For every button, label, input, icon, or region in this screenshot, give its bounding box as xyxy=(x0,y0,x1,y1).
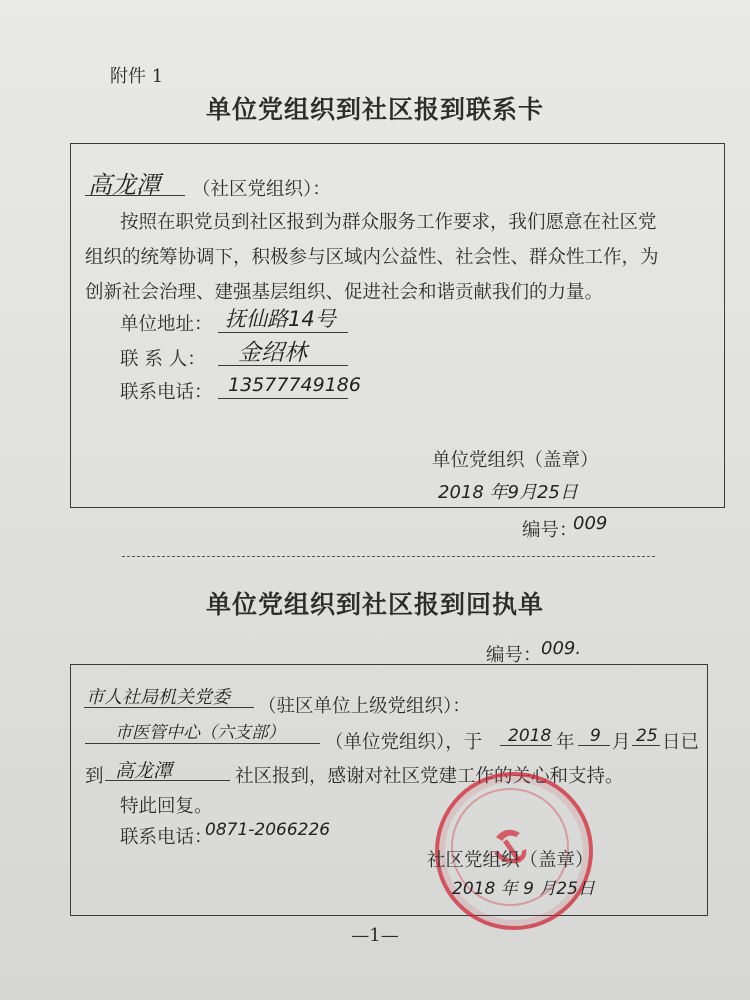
receipt-year-value: 2018 xyxy=(508,726,552,746)
receipt-addressee-name: 市人社局机关党委 xyxy=(86,687,230,708)
receipt-number-value: 009. xyxy=(541,638,582,659)
card-number-value: 009 xyxy=(573,513,608,534)
card-phone-underline xyxy=(218,398,348,399)
receipt-day-value: 25 xyxy=(636,726,658,746)
receipt-month-underline xyxy=(578,745,610,746)
receipt-addressee-suffix: （驻区单位上级党组织）： xyxy=(258,696,471,717)
card-paragraph-line2: 组织的统筹协调下，积极参与区域内公益性、社会性、群众性工作，为 xyxy=(85,247,659,268)
receipt-seal-label: 社区党组织（盖章） xyxy=(427,850,594,871)
receipt-number-label: 编号： xyxy=(486,645,542,666)
receipt-community-suffix: 社区报到，感谢对社区党建工作的关心和支持。 xyxy=(235,766,624,787)
card-contact-underline xyxy=(218,365,348,366)
card-contact-value: 金绍林 xyxy=(238,340,307,366)
receipt-day-underline xyxy=(632,745,660,746)
card-date: 2018 年9月25日 xyxy=(438,482,578,503)
card-phone-value: 13577749186 xyxy=(228,374,361,396)
card-address-value: 抚仙路14号 xyxy=(225,307,336,331)
card-address-underline xyxy=(218,332,348,333)
receipt-reply-text: 特此回复。 xyxy=(120,796,213,817)
card-addressee-suffix: （社区党组织）： xyxy=(192,179,331,200)
receipt-unit-suffix: （单位党组织），于 xyxy=(325,732,483,753)
card-paragraph-line1: 按照在职党员到社区报到为群众服务工作要求，我们愿意在社区党 xyxy=(120,212,657,233)
receipt-day-label: 日已 xyxy=(662,732,700,753)
card-address-label: 单位地址： xyxy=(120,314,213,335)
receipt-unit-underline xyxy=(85,743,320,744)
card-seal-label: 单位党组织（盖章） xyxy=(432,450,599,471)
receipt-month-label: 月 xyxy=(612,732,631,753)
page-number: —1— xyxy=(351,925,399,946)
receipt-phone-value: 0871-2066226 xyxy=(205,820,331,840)
card-number-label: 编号： xyxy=(522,520,578,541)
receipt-community-value: 高龙潭 xyxy=(115,760,173,782)
receipt-year-underline xyxy=(500,745,552,746)
receipt-date: 2018 年 9 月25日 xyxy=(452,879,595,899)
card-phone-label: 联系电话： xyxy=(120,382,213,403)
card-addressee-name: 高龙潭 xyxy=(88,171,160,199)
receipt-title: 单位党组织到社区报到回执单 xyxy=(205,590,544,619)
card-paragraph-line3: 创新社会治理、建强基层组织、促进社会和谐贡献我们的力量。 xyxy=(85,282,604,303)
receipt-unit-name: 市医管中心（六支部） xyxy=(115,723,285,743)
receipt-year-label: 年 xyxy=(556,732,575,753)
receipt-community-underline xyxy=(105,780,230,781)
receipt-month-value: 9 xyxy=(590,726,601,746)
receipt-to-label: 到 xyxy=(85,766,104,787)
separator-dashed-line xyxy=(122,556,655,557)
card-contact-label: 联 系 人： xyxy=(120,349,206,370)
receipt-phone-label: 联系电话： xyxy=(120,827,213,848)
receipt-addressee-underline xyxy=(84,707,254,708)
card-addressee-underline xyxy=(85,195,185,196)
attachment-label: 附件 1 xyxy=(110,66,164,87)
card-title: 单位党组织到社区报到联系卡 xyxy=(205,95,544,124)
